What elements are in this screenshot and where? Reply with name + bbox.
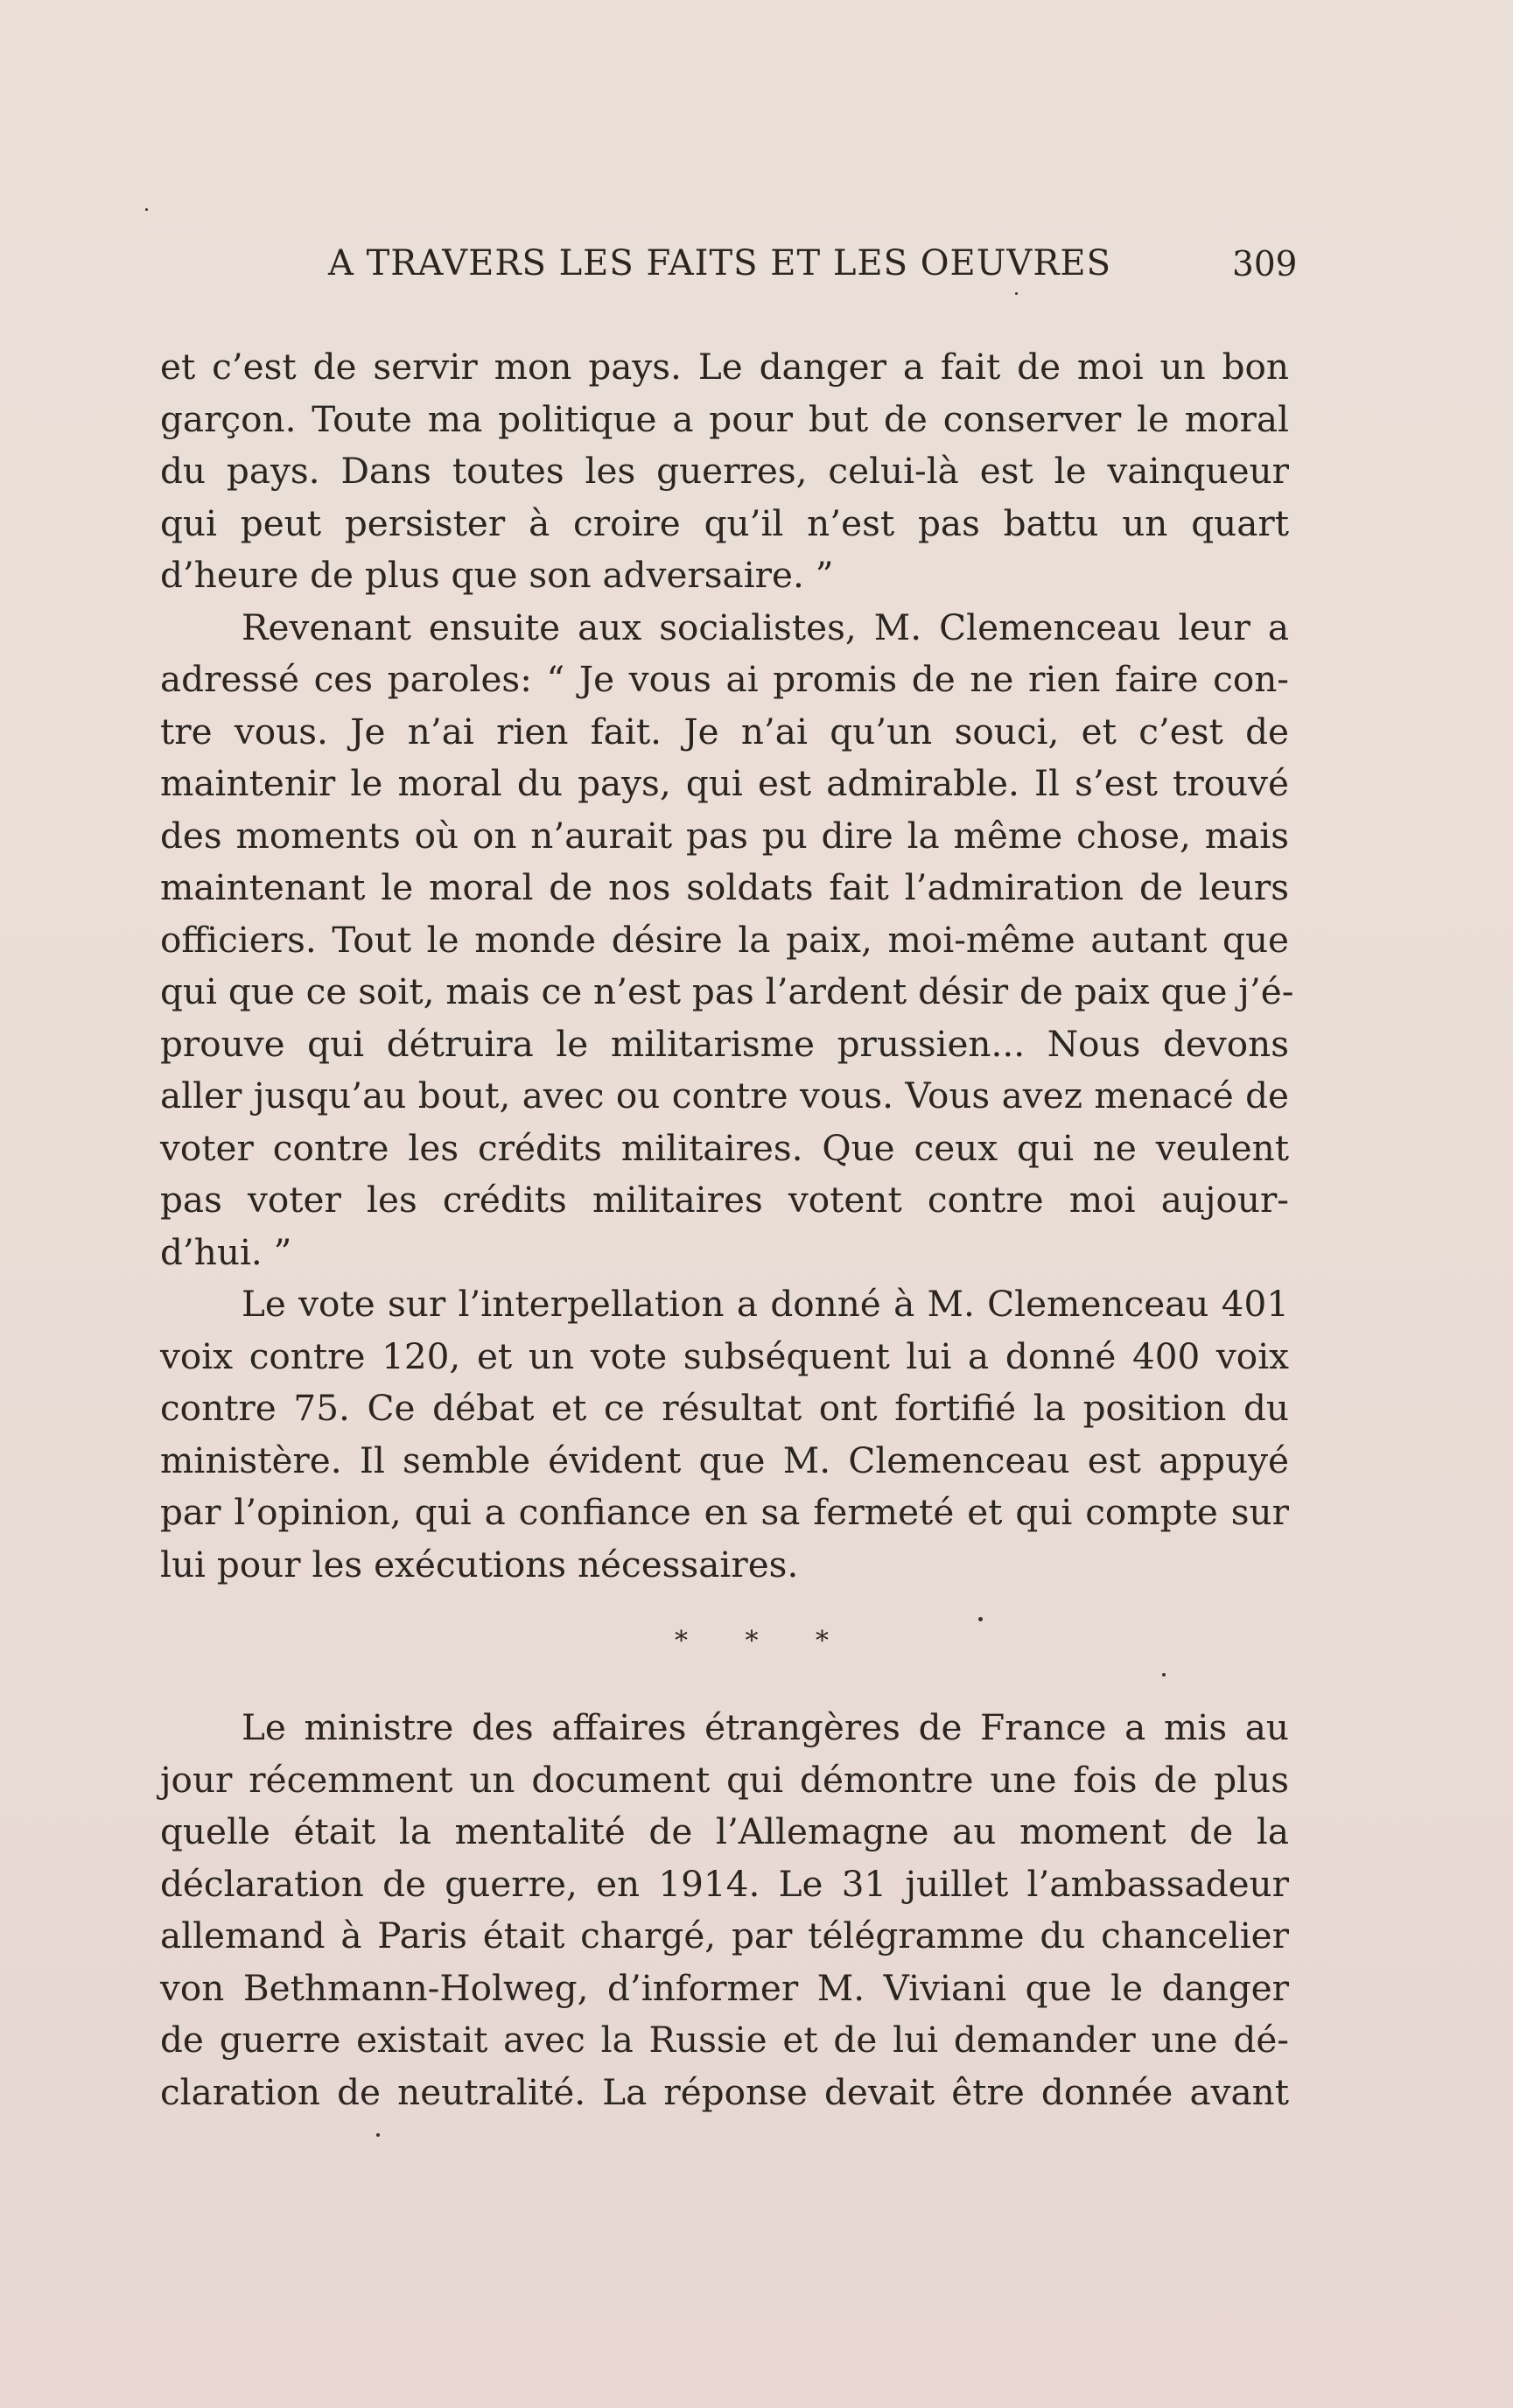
text-line: officiers. Tout le monde désire la paix, moi-même autant que	[160, 918, 1289, 961]
section-separator: * * *	[674, 1626, 854, 1656]
text-line: aller jusqu’au bout, avec ou contre vous. Vous avez menacé de	[160, 1074, 1289, 1116]
text-line: qui peut persister à croire qu’il n’est pas battu un quart	[160, 501, 1289, 544]
text-line: pas voter les crédits militaires votent contre moi aujour-	[160, 1179, 1289, 1221]
text-line: tre vous. Je n’ai rien fait. Je n’ai qu’un souci, et c’est de	[160, 710, 1289, 752]
text-line: von Bethmann-Holweg, d’informer M. Viviani que le danger	[160, 1966, 1289, 2009]
text-line: claration de neutralité. La réponse devait être donnée avant	[160, 2070, 1289, 2113]
text-line: ministère. Il semble évident que M. Clemenceau est appuyé	[160, 1438, 1289, 1481]
text-line: maintenir le moral du pays, qui est admirable. Il s’est trouvé	[160, 762, 1289, 804]
text-line: d’heure de plus que son adversaire. ”	[160, 554, 834, 596]
text-line: Le vote sur l’interpellation a donné à M. Clemenceau 401	[242, 1283, 1289, 1325]
text-line: maintenant le moral de nos soldats fait l’admiration de leurs	[160, 866, 1289, 908]
paper-speck	[376, 2133, 380, 2137]
text-line: déclaration de guerre, en 1914. Le 31 juillet l’ambassadeur	[160, 1862, 1289, 1905]
page-number: 309	[1232, 245, 1298, 284]
paragraph-2	[160, 602, 1294, 1279]
paragraph-3	[160, 1278, 1289, 1591]
text-line: voix contre 120, et un vote subséquent lui a donné 400 voix	[160, 1334, 1289, 1377]
text-line: lui pour les exécutions nécessaires.	[160, 1543, 799, 1586]
text-line: adressé ces paroles: “ Je vous ai promis de ne rien faire con-	[160, 658, 1289, 700]
text-line: Revenant ensuite aux socialistes, M. Clemenceau leur a	[242, 606, 1289, 648]
paragraph-1	[160, 341, 1289, 602]
text-line: garçon. Toute ma politique a pour but de conserver le moral	[160, 397, 1289, 440]
text-line: jour récemment un document qui démontre une fois de plus	[160, 1758, 1289, 1801]
paper-speck	[145, 208, 148, 211]
paragraph-4	[160, 1702, 1289, 2118]
text-line: voter contre les crédits militaires. Que ceux qui ne veulent	[160, 1126, 1289, 1169]
text-line: allemand à Paris était chargé, par télégramme du chancelier	[160, 1914, 1289, 1956]
text-line: prouve qui détruira le militarisme prussien... Nous devons	[160, 1022, 1289, 1065]
running-head	[328, 243, 1298, 296]
text-line: Le ministre des affaires étrangères de France a mis au	[242, 1706, 1289, 1748]
text-line: des moments où on n’aurait pas pu dire la même chose, mais	[160, 814, 1289, 857]
text-line: d’hui. ”	[160, 1230, 292, 1273]
text-line: du pays. Dans toutes les guerres, celui-là est le vainqueur	[160, 450, 1289, 492]
paper-speck	[1162, 1673, 1166, 1676]
body-text	[160, 341, 1294, 2113]
text-line: par l’opinion, qui a confiance en sa fermeté et qui compte sur	[160, 1491, 1289, 1533]
running-title: A TRAVERS LES FAITS ET LES OEUVRES	[328, 243, 1112, 284]
text-line: qui que ce soit, mais ce n’est pas l’ardent désir de paix que j’é-	[160, 970, 1294, 1012]
text-line: quelle était la mentalité de l’Allemagne au moment de la	[160, 1810, 1289, 1852]
paper-speck	[1015, 292, 1018, 295]
text-line: contre 75. Ce débat et ce résultat ont fortifié la position du	[160, 1387, 1289, 1429]
paper-speck	[978, 1617, 983, 1621]
text-line: de guerre existait avec la Russie et de lui demander une dé-	[160, 2019, 1289, 2061]
text-line: et c’est de servir mon pays. Le danger a fait de moi un bon	[160, 346, 1289, 388]
